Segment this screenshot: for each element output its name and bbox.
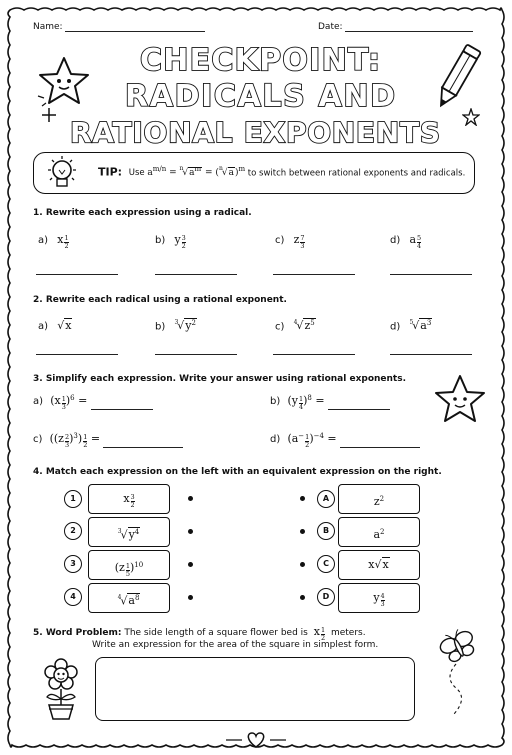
q1-num-c: 7 (300, 234, 305, 243)
q1-letter-c: c) (275, 235, 285, 246)
date-field[interactable] (318, 22, 473, 32)
q2-letter-c: c) (275, 321, 285, 333)
q2-answer-line-a[interactable] (36, 354, 118, 355)
q3-answer-line-b[interactable] (328, 409, 390, 410)
tip-suffix: to switch between rational exponents and radicals. (247, 168, 466, 179)
q1-item-d (390, 233, 421, 249)
q3-answer-line-d[interactable] (340, 447, 420, 448)
q2-item-b: b) $^3√y^2$ (155, 319, 196, 333)
q2-letter-b: b) (155, 321, 166, 333)
q2-index-b: 3 (174, 319, 179, 326)
q2-item-a: a) √x (38, 319, 72, 332)
q2-item-d: d) $^5√a^3$ (390, 319, 432, 333)
q1-num-a: 1 (64, 234, 69, 243)
match-right-box-c[interactable]: x√x (338, 550, 420, 580)
name-line[interactable] (65, 31, 205, 32)
lightbulb-icon (42, 154, 82, 194)
name-label: Name: (33, 22, 63, 32)
match-dot-left-3[interactable] (188, 562, 193, 567)
q3-answer-line-c[interactable] (103, 447, 183, 448)
q2-item-c: c) $^4√z^5$ (275, 319, 315, 333)
q5-answer-box[interactable] (95, 657, 415, 721)
q5-text: The side length of a square flower bed is (124, 628, 308, 638)
q1-heading: 1. Rewrite each expression using a radical. (33, 208, 252, 218)
q4-heading: 4. Match each expression on the left with an equivalent expression on the right. (33, 467, 442, 477)
q1-base-b: y (174, 233, 181, 246)
q2-power-d: 3 (426, 319, 432, 328)
match-left-box-3[interactable]: (z $\frac{1}{5}$ )$^{10}$ (88, 550, 170, 580)
match-left-1: 1 (64, 490, 82, 508)
q5-line1: 5. Word Problem: The side length of a square flower bed is x $\frac{1}{2}$ meters. (33, 625, 366, 642)
match-dot-right-3[interactable] (300, 562, 305, 567)
title-line-3: RATIONAL EXPONENTS (70, 116, 440, 149)
q1-item-a (38, 233, 69, 249)
match-dot-right-4[interactable] (300, 595, 305, 600)
q3-heading: 3. Simplify each expression. Write your answer using rational exponents. (33, 374, 407, 384)
q3-item-c: c) ((z $\frac{2}{3}$ )$^3$) $\frac{1}{2}$ = (33, 432, 183, 448)
tip-label: TIP: (98, 165, 123, 179)
q1-num-b: 3 (181, 234, 186, 243)
tip-text (98, 165, 465, 178)
q1-answer-line-d[interactable] (390, 274, 472, 275)
q3-letter-c: c) (33, 434, 43, 446)
match-right-box-d[interactable]: y $\frac{4}{3}$ (338, 583, 420, 613)
q1-base-c: z (293, 233, 300, 246)
pencil-icon (430, 38, 486, 114)
q3-item-a: a) (x $\frac{1}{3}$ )$^6$ = (33, 394, 153, 410)
title-line-1: CHECKPOINT: (140, 43, 380, 78)
q5-unit: meters. (330, 628, 366, 638)
q2-letter-a: a) (38, 321, 49, 332)
q1-answer-line-b[interactable] (155, 274, 237, 275)
match-left-box-1[interactable]: x $\frac{3}{2}$ (88, 484, 170, 514)
q2-index-c: 4 (293, 319, 298, 326)
date-label: Date: (318, 22, 343, 32)
match-right-d: D (317, 588, 335, 606)
match-dot-left-4[interactable] (188, 595, 193, 600)
q1-letter-b: b) (155, 235, 166, 246)
q1-den-a: 2 (64, 241, 69, 250)
name-field[interactable] (33, 22, 205, 32)
match-left-3: 3 (64, 555, 82, 573)
q3-item-b: b) (y $\frac{1}{4}$ )$^8$ = (270, 394, 390, 410)
match-right-b: B (317, 522, 335, 540)
q2-power-c: 5 (310, 319, 315, 328)
q1-den-b: 2 (181, 241, 186, 250)
q2-radicand-d: a (420, 319, 427, 333)
q3-answer-line-a[interactable] (91, 409, 153, 410)
q1-answer-line-a[interactable] (36, 274, 118, 275)
q2-radicand-b: y (185, 319, 192, 333)
q1-base-d: a (409, 233, 416, 246)
match-right-c: C (317, 555, 335, 573)
match-left-box-2[interactable]: $^3√y^4$ (88, 517, 170, 547)
q3-letter-d: d) (270, 434, 281, 446)
q2-letter-d: d) (390, 321, 401, 333)
q1-den-c: 3 (300, 241, 305, 250)
smiling-star-icon (432, 372, 488, 426)
q1-den-d: 4 (417, 241, 422, 250)
match-left-2: 2 (64, 522, 82, 540)
heart-divider-icon (222, 730, 290, 750)
tip-formula: $a^{m/n} = ^n√a^m = (^n√a)^m$ (147, 165, 246, 179)
page-title (60, 38, 460, 150)
smiling-star-icon (34, 52, 94, 110)
q1-item-c (275, 233, 305, 249)
sparkle-icon (42, 108, 56, 122)
q2-power-b: 2 (191, 319, 196, 328)
q3-letter-a: a) (33, 396, 44, 408)
q1-item-b (155, 233, 186, 249)
q1-answer-line-c[interactable] (273, 274, 355, 275)
q3-item-d: d) (a− $\frac{1}{2}$ )$^{-4}$ = (270, 432, 420, 448)
match-right-box-b[interactable]: $a^2$ (338, 517, 420, 547)
q5-heading: 5. Word Problem: (33, 628, 122, 638)
q5-instruction: Write an expression for the area of the square in simplest form. (92, 640, 379, 650)
q2-heading: 2. Rewrite each radical using a rational exponent. (33, 295, 287, 305)
match-dot-left-1[interactable] (188, 496, 193, 501)
q2-index-d: 5 (409, 319, 414, 326)
q2-radicand-c: z (304, 319, 311, 333)
q2-answer-line-d[interactable] (390, 354, 472, 355)
butterfly-icon (436, 628, 480, 720)
q3-letter-b: b) (270, 396, 281, 408)
q2-answer-line-c[interactable] (273, 354, 355, 355)
q1-letter-a: a) (38, 235, 49, 246)
q1-base-a: x (57, 233, 64, 246)
q1-num-d: 5 (417, 234, 422, 243)
match-dot-left-2[interactable] (188, 529, 193, 534)
match-left-4: 4 (64, 588, 82, 606)
q1-letter-d: d) (390, 235, 401, 246)
date-line[interactable] (345, 31, 473, 32)
flower-pot-icon (36, 655, 86, 721)
tip-use: Use (128, 168, 145, 179)
match-dot-right-1[interactable] (300, 496, 305, 501)
match-right-a: A (317, 490, 335, 508)
q2-answer-line-b[interactable] (155, 354, 237, 355)
match-left-box-4[interactable]: $^4√a^8$ (88, 583, 170, 613)
title-line-2: RADICALS AND (125, 79, 395, 114)
q2-radicand-a: x (65, 319, 72, 332)
match-dot-right-2[interactable] (300, 529, 305, 534)
small-star-icon (462, 108, 480, 126)
match-right-box-a[interactable]: $z^2$ (338, 484, 420, 514)
